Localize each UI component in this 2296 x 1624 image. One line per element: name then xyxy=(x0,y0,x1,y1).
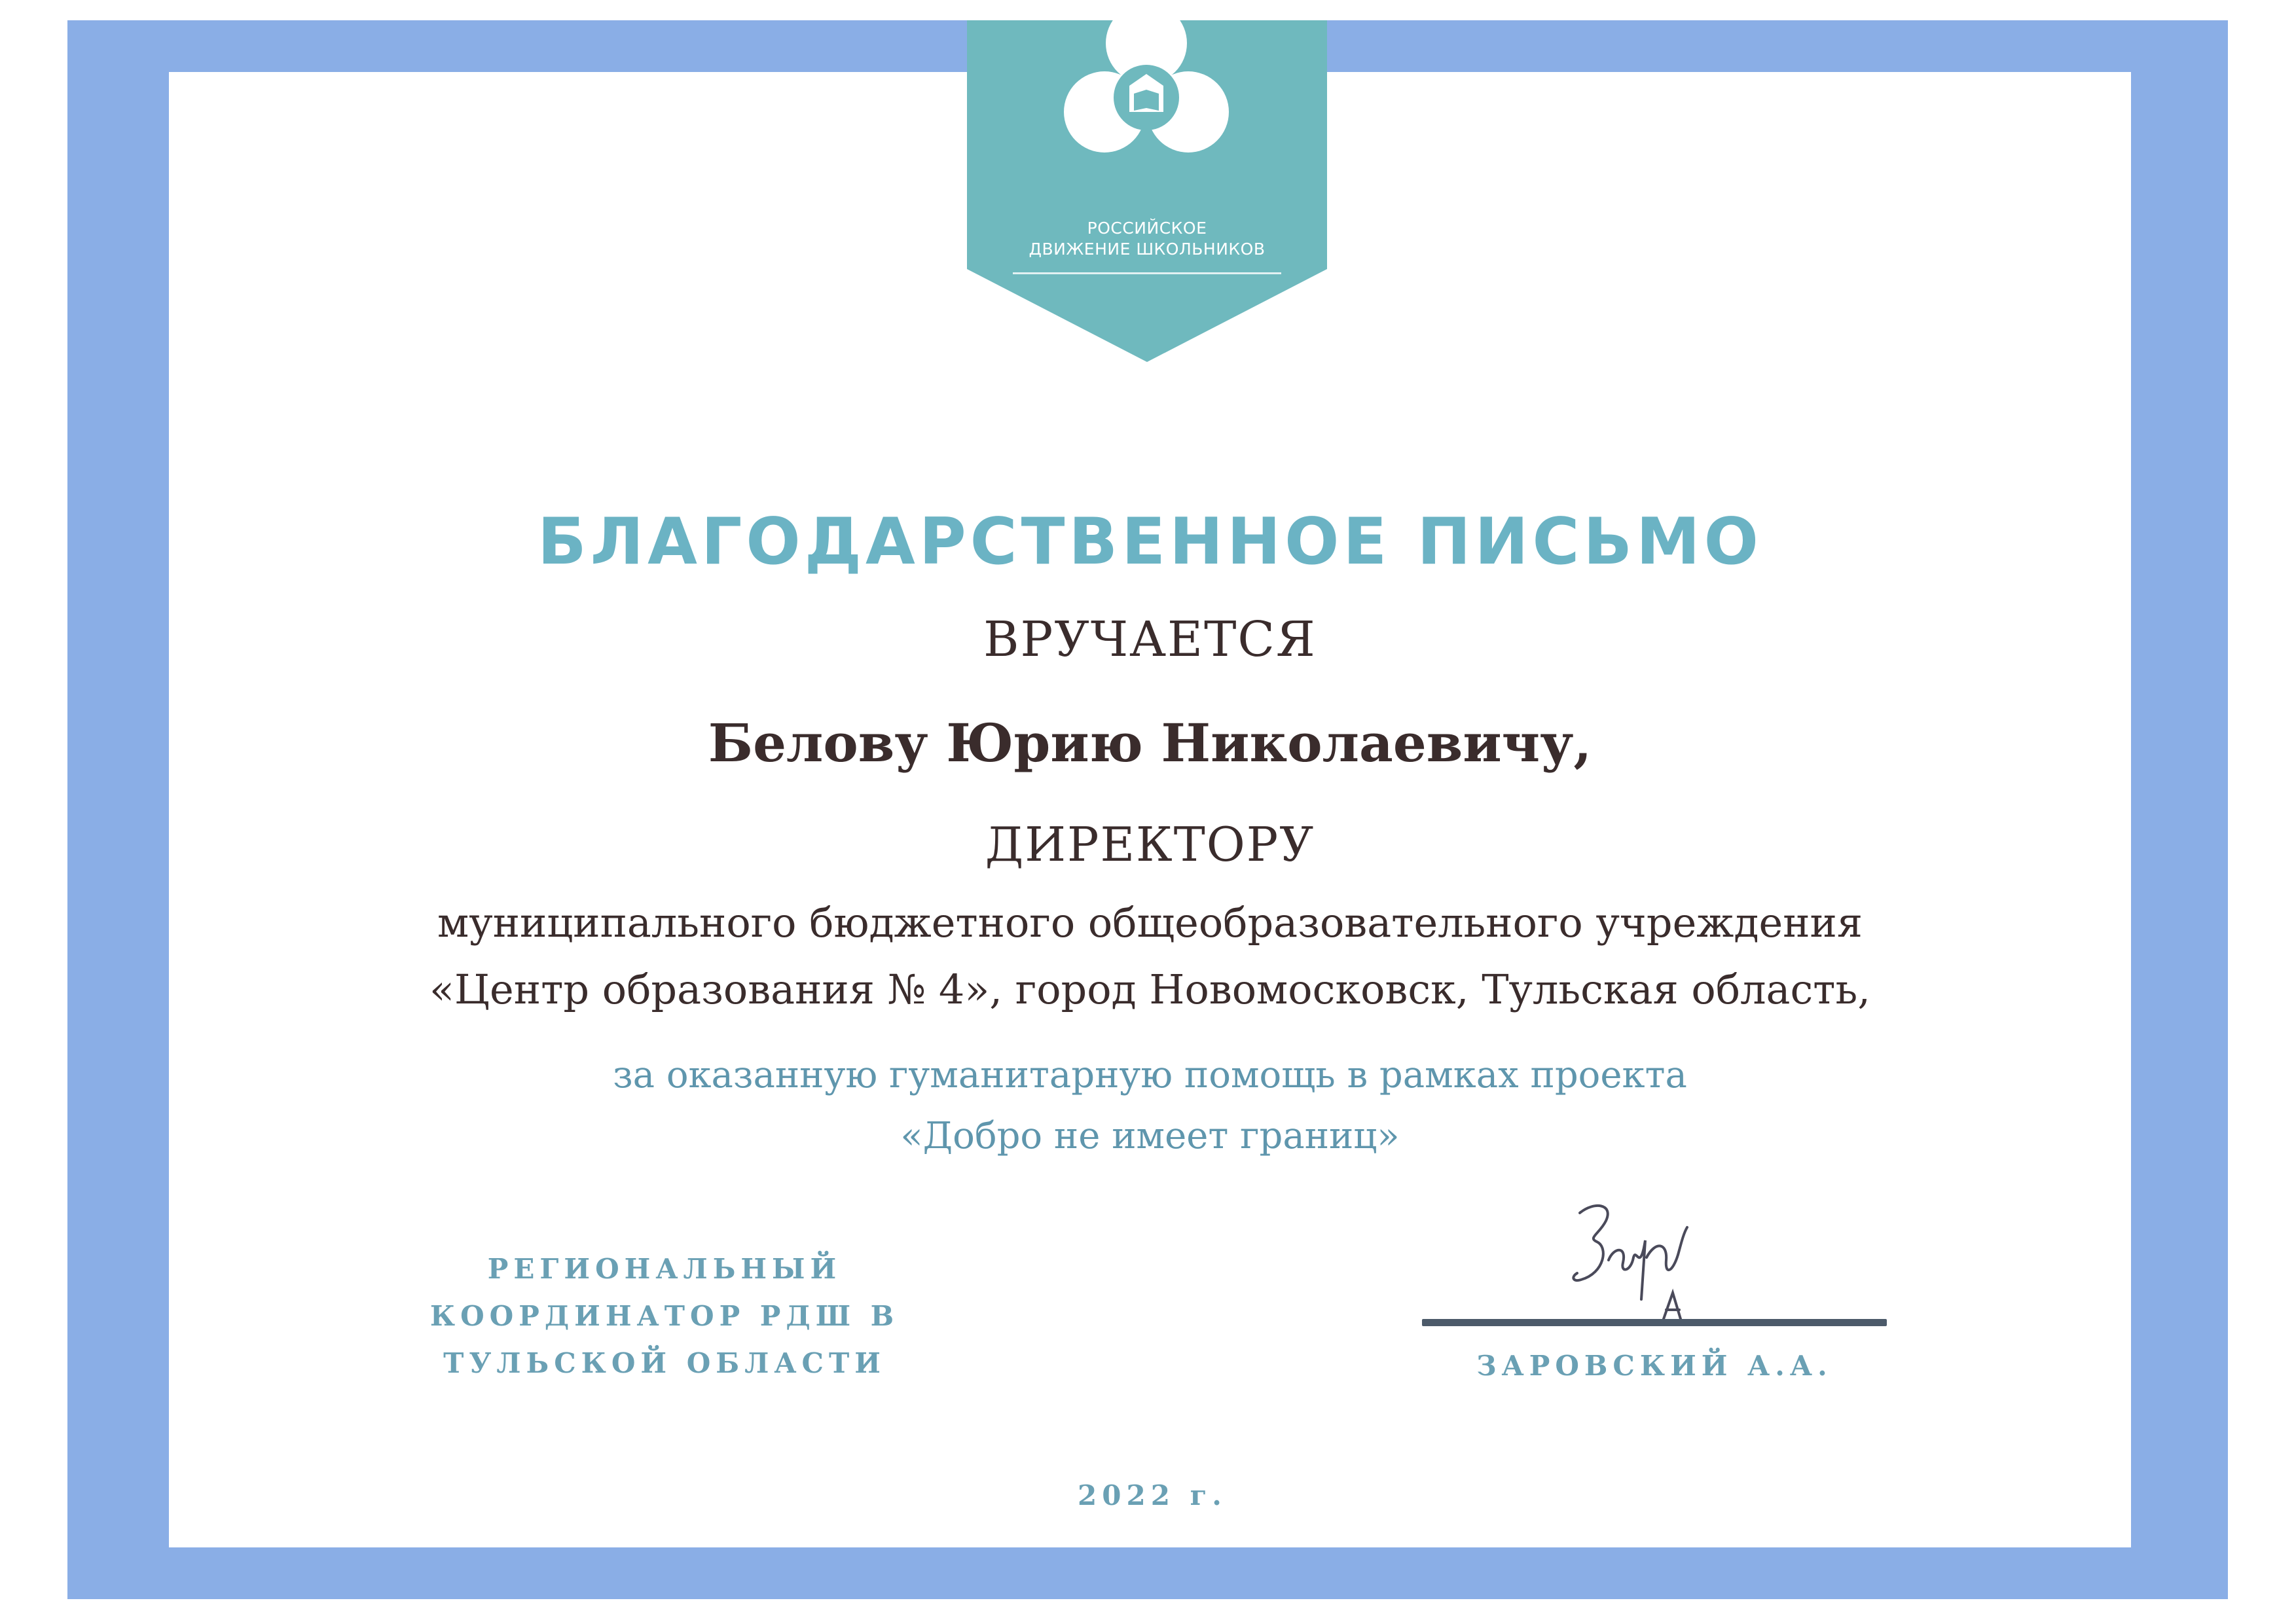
emblem-line-1: РОССИЙСКОЕ xyxy=(1087,219,1207,238)
reason-line-1: за оказанную гуманитарную помощь в рамках проекта xyxy=(613,1054,1687,1096)
signer-name: ЗАРОВСКИЙ А.А. xyxy=(1476,1350,1832,1382)
signature-line xyxy=(1422,1319,1887,1326)
reason-line-2: «Добро не имеет границ» xyxy=(900,1115,1400,1157)
organization-emblem xyxy=(967,20,1327,362)
handwritten-signature xyxy=(1568,1195,1719,1326)
certificate-title: БЛАГОДАРСТВЕННОЕ ПИСЬМО xyxy=(538,505,1762,579)
coordinator-title-line-1: РЕГИОНАЛЬНЫЙ xyxy=(487,1253,842,1285)
awarded-label: ВРУЧАЕТСЯ xyxy=(983,611,1317,668)
recipient-name: Белову Юрию Николаевичу, xyxy=(708,712,1592,774)
coordinator-title-line-2: КООРДИНАТОР РДШ В xyxy=(429,1300,900,1332)
emblem-divider xyxy=(1013,272,1281,274)
emblem-ribbon xyxy=(967,20,1327,362)
organization-line-2: «Центр образования № 4», город Новомосковск, Тульская область, xyxy=(429,965,1870,1013)
issue-year: 2022 г. xyxy=(1078,1479,1227,1511)
organization-line-1: муниципального бюджетного общеобразовательного учреждения xyxy=(437,899,1863,947)
coordinator-title-line-3: ТУЛЬСКОЙ ОБЛАСТИ xyxy=(443,1347,886,1379)
emblem-line-2: ДВИЖЕНИЕ ШКОЛЬНИКОВ xyxy=(1029,240,1266,259)
recipient-position: ДИРЕКТОРУ xyxy=(985,817,1315,872)
